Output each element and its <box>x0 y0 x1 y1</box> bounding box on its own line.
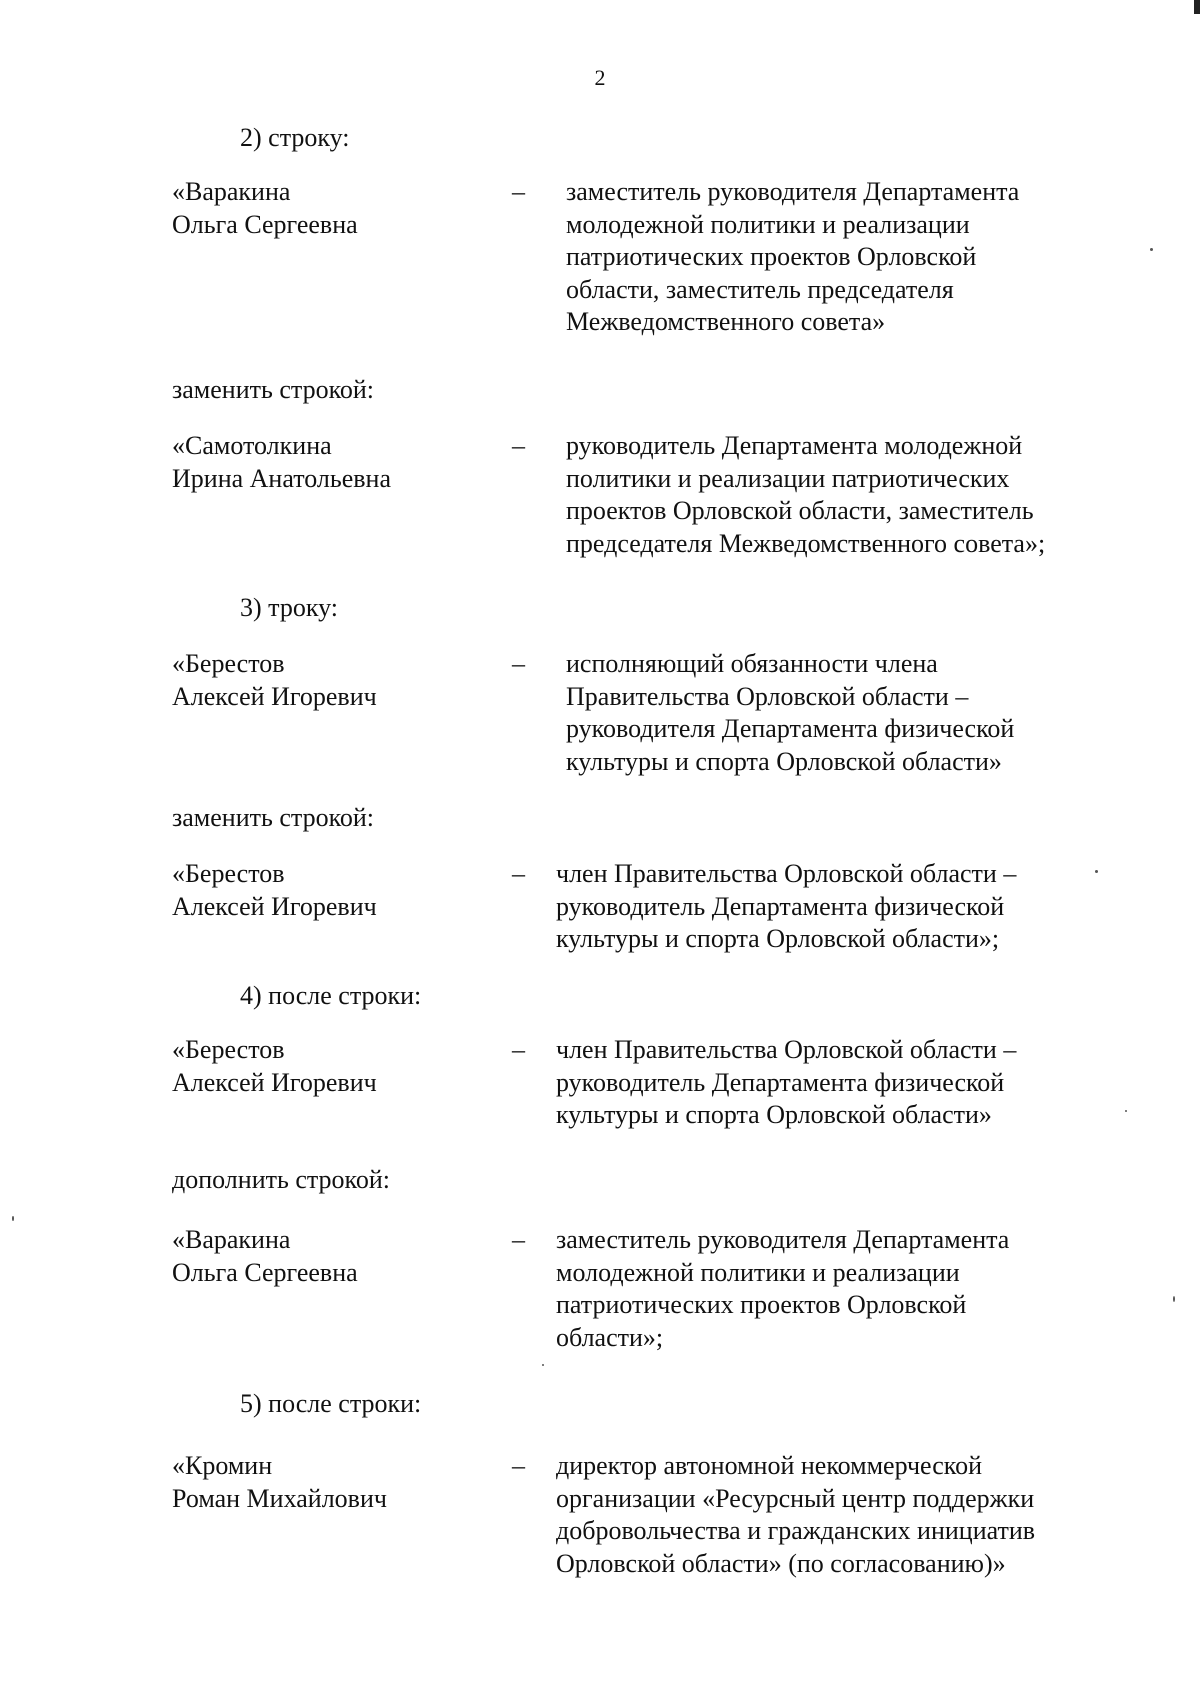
name-line: «Берестов <box>172 1035 285 1064</box>
item-5-heading: 5) после строки: <box>240 1389 422 1418</box>
name-line: Роман Михайлович <box>172 1483 387 1513</box>
description-line: патриотических проектов Орловской <box>566 242 977 271</box>
description-line: молодежной политики и реализации <box>556 1257 960 1287</box>
description-line: руководителя Департамента физической <box>566 714 1015 743</box>
name-line: «Самотолкина <box>172 431 332 460</box>
description-line: области»; <box>556 1322 664 1352</box>
page-number: 2 <box>594 65 606 90</box>
item-3-old-name <box>172 648 377 713</box>
name-line: «Берестов <box>172 859 285 888</box>
item-4-new-description <box>556 1224 1009 1354</box>
description-line: Правительства Орловской области – <box>566 681 969 711</box>
name-line: «Кромин <box>172 1451 273 1480</box>
description-line: руководитель Департамента физической <box>556 891 1005 921</box>
description-line: добровольчества и гражданских инициатив <box>556 1516 1036 1545</box>
description-line: директор автономной некоммерческой <box>556 1451 982 1480</box>
description-line: член Правительства Орловской области – <box>556 859 1017 888</box>
scan-speck <box>542 1364 544 1366</box>
scan-speck <box>1173 1296 1175 1302</box>
description-line: политики и реализации патриотических <box>566 463 1010 493</box>
description-line: области, заместитель председателя <box>566 274 954 304</box>
name-line: Ирина Анатольевна <box>172 463 391 493</box>
name-line: Ольга Сергеевна <box>172 209 358 239</box>
scan-edge-mark <box>1194 0 1200 14</box>
name-line: Ольга Сергеевна <box>172 1257 358 1287</box>
scan-speck <box>1095 870 1098 873</box>
item-5-old-description <box>556 1450 1035 1580</box>
name-line: «Берестов <box>172 649 285 678</box>
item-2-heading: 2) строку: <box>240 123 350 152</box>
description-line: культуры и спорта Орловской области» <box>556 1100 992 1129</box>
name-line: Алексей Игоревич <box>172 1067 377 1097</box>
name-line: Алексей Игоревич <box>172 681 377 711</box>
description-line: молодежной политики и реализации <box>566 209 970 239</box>
item-3-new-name <box>172 858 377 923</box>
name-line: Алексей Игоревич <box>172 891 377 921</box>
item-4-action: дополнить строкой: <box>172 1165 390 1194</box>
description-line: исполняющий обязанности члена <box>566 649 938 678</box>
description-line: культуры и спорта Орловской области»; <box>556 924 1000 953</box>
description-line: заместитель руководителя Департамента <box>566 177 1020 206</box>
item-2-new-name <box>172 430 391 495</box>
item-3-heading: 3) троку: <box>240 593 338 622</box>
description-line: Межведомственного совета» <box>566 307 886 336</box>
dash: – <box>512 1035 525 1064</box>
dash: – <box>512 1225 525 1254</box>
item-3-new-description <box>556 858 1016 956</box>
item-4-old-description <box>556 1034 1016 1132</box>
description-line: патриотических проектов Орловской <box>556 1290 967 1319</box>
item-5-old-name <box>172 1450 387 1515</box>
item-2-action: заменить строкой: <box>172 375 375 404</box>
description-line: руководитель Департамента физической <box>556 1067 1005 1097</box>
dash: – <box>512 177 525 206</box>
item-2-old-name <box>172 176 358 241</box>
scan-speck <box>1150 248 1153 251</box>
name-line: «Варакина <box>172 177 291 206</box>
dash: – <box>512 859 525 888</box>
scan-speck <box>1125 1110 1127 1112</box>
item-4-new-name <box>172 1224 358 1289</box>
description-line: заместитель руководителя Департамента <box>556 1225 1010 1254</box>
description-line: председателя Межведомственного совета»; <box>566 528 1046 558</box>
description-line: проектов Орловской области, заместитель <box>566 496 1034 525</box>
item-4-heading: 4) после строки: <box>240 981 422 1010</box>
item-4-old-name <box>172 1034 377 1099</box>
dash: – <box>512 1451 525 1480</box>
description-line: организации «Ресурсный центр поддержки <box>556 1483 1035 1513</box>
name-line: «Варакина <box>172 1225 291 1254</box>
item-3-action: заменить строкой: <box>172 803 375 832</box>
description-line: руководитель Департамента молодежной <box>566 431 1023 460</box>
description-line: Орловской области» (по согласованию)» <box>556 1548 1006 1578</box>
dash: – <box>512 649 525 678</box>
description-line: член Правительства Орловской области – <box>556 1035 1017 1064</box>
scan-speck <box>12 1216 14 1221</box>
item-2-old-description <box>566 176 1019 339</box>
dash: – <box>512 431 525 460</box>
item-2-new-description <box>566 430 1045 560</box>
item-3-old-description <box>566 648 1014 778</box>
description-line: культуры и спорта Орловской области» <box>566 746 1002 776</box>
